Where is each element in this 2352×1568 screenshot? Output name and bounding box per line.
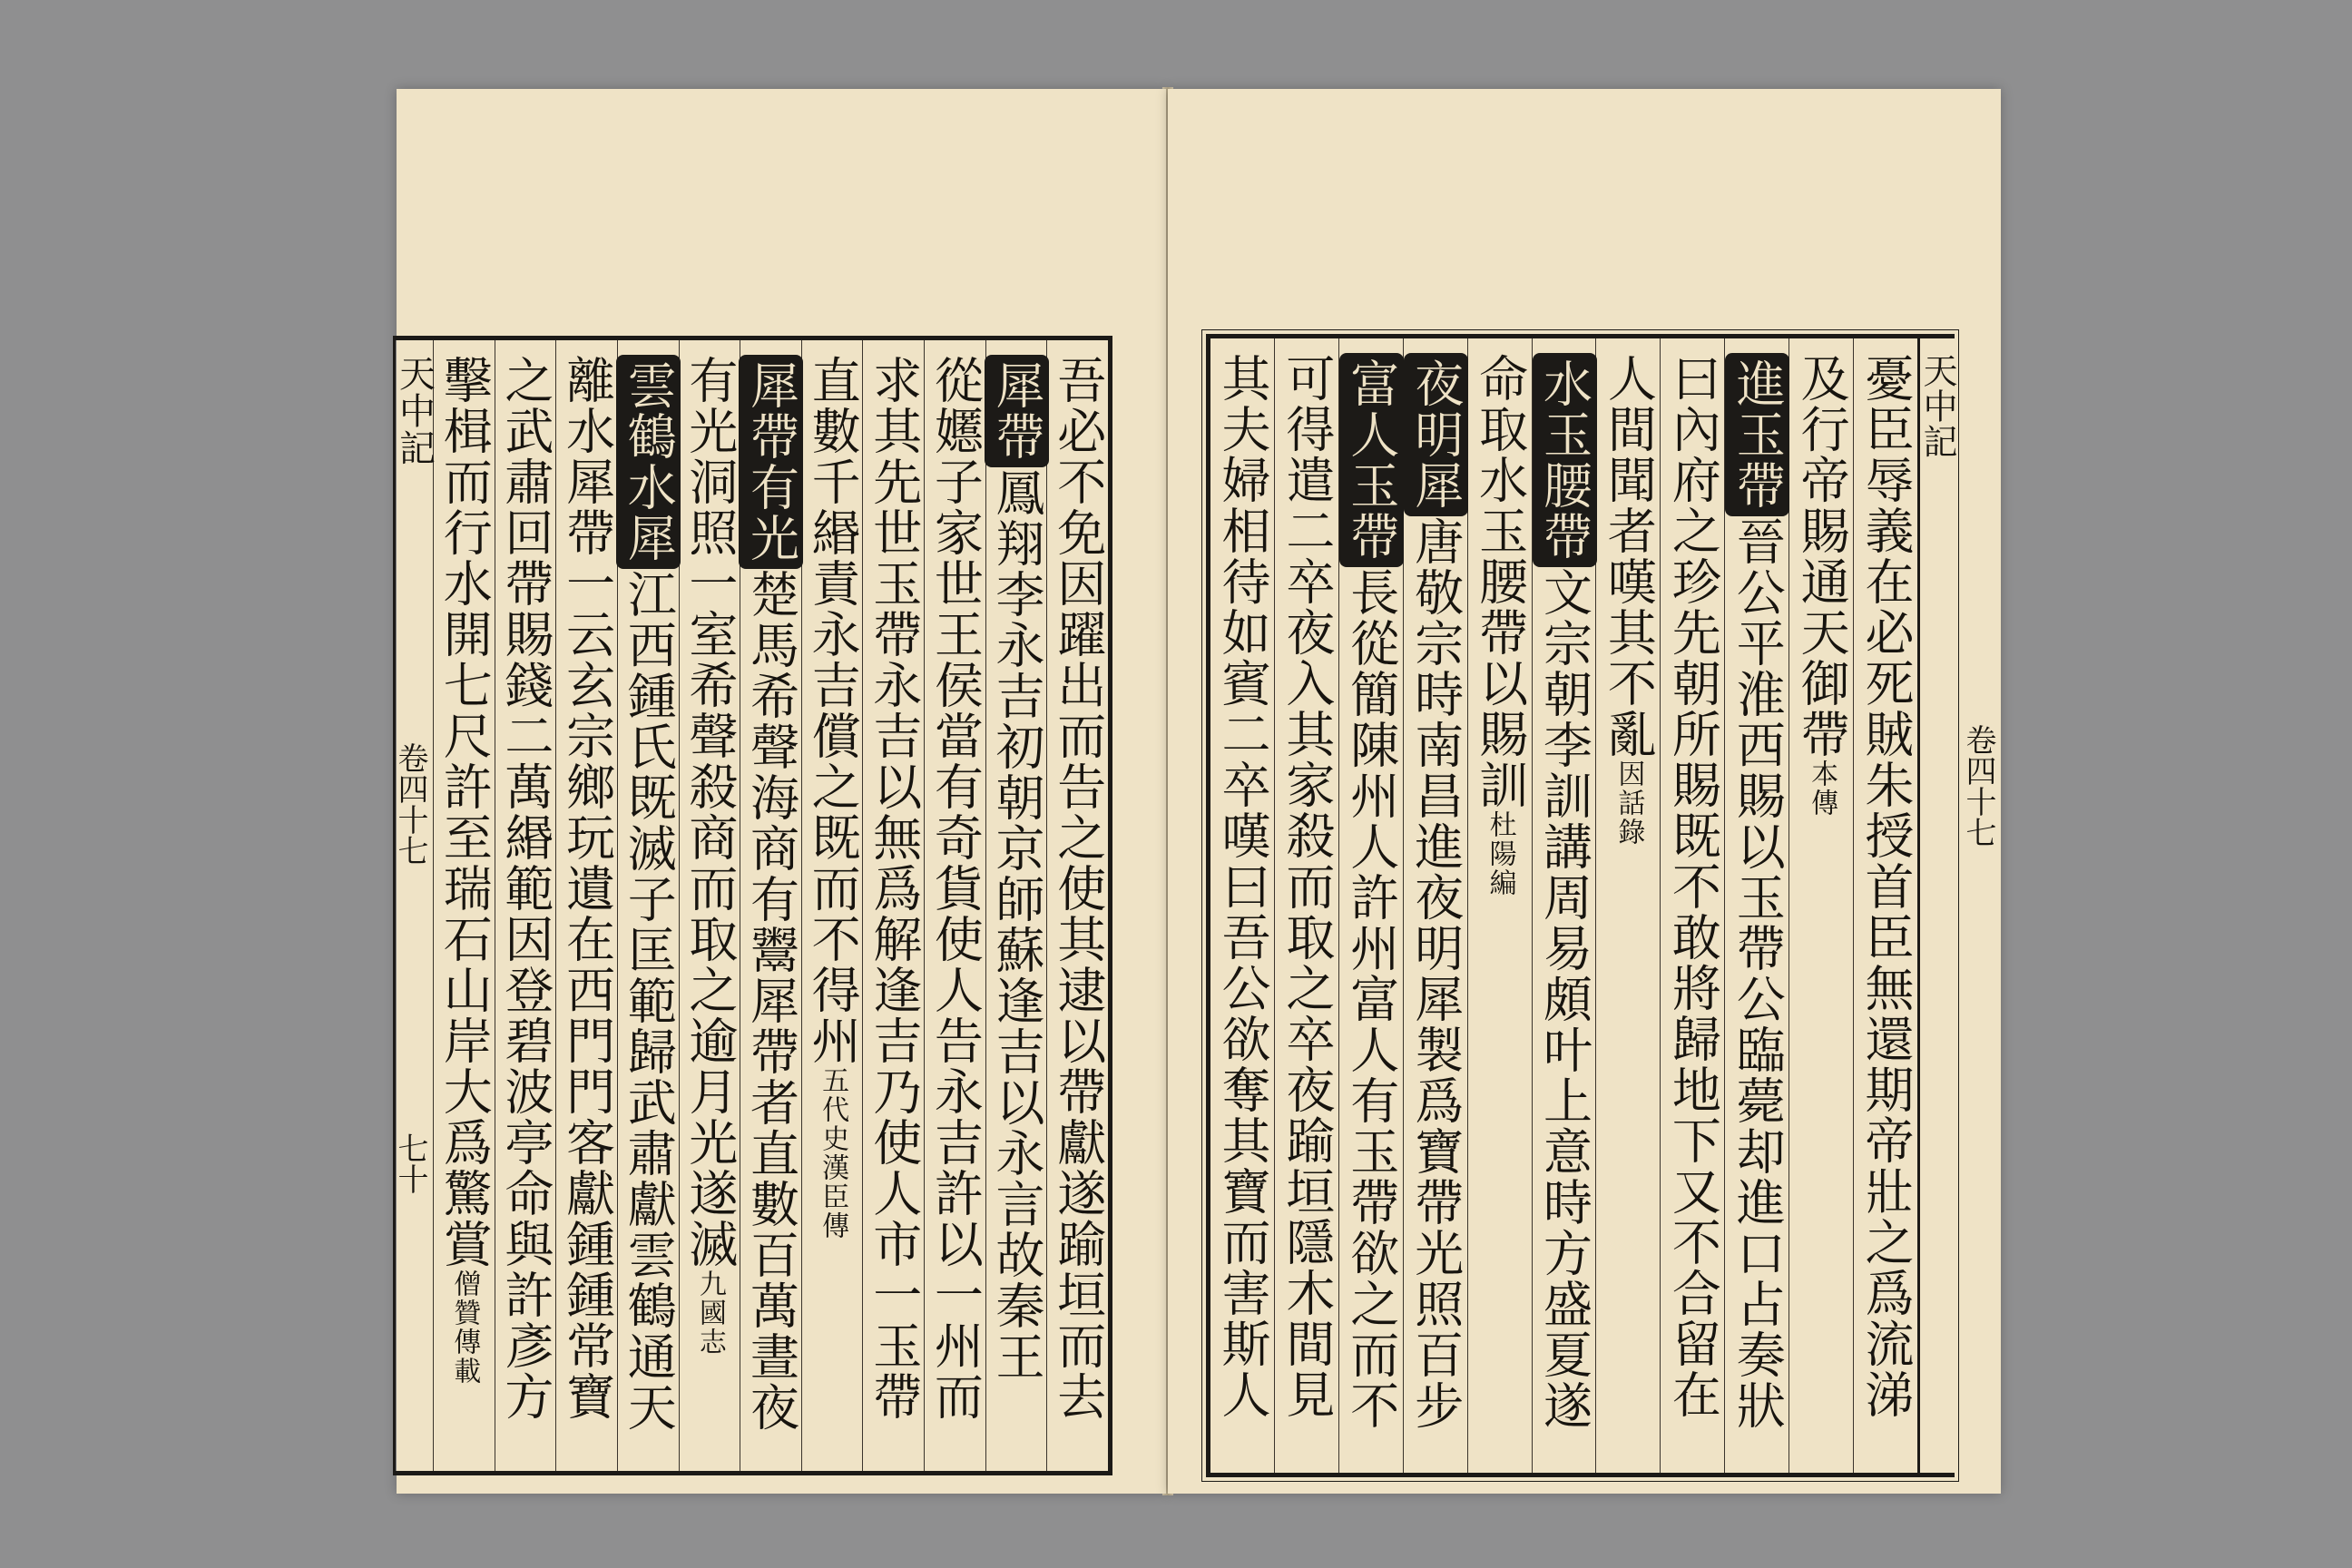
right-column-9	[1338, 338, 1403, 1473]
left-column-11	[433, 340, 495, 1471]
column-text	[1406, 353, 1465, 1431]
text-run: 命取水玉腰帶以賜訓	[1471, 353, 1529, 810]
right-margin-volume: 卷四十七	[1960, 724, 1996, 848]
text-run: 文宗朝李訓講周易頗叶上意時方盛夏遂	[1535, 567, 1593, 1431]
source-note: 本傳	[1806, 760, 1838, 818]
margin-title: 天中記	[1917, 353, 1957, 459]
column-text: 曰內府之珍先朝所賜既不敢將歸地下又不合留在	[1664, 353, 1722, 1420]
column-text: 吾必不免因躍出而告之使其逮以帶獻遂踰垣而去	[1049, 355, 1107, 1422]
right-column-2	[1788, 338, 1853, 1473]
column-text: 離水犀帶一云玄宗鄉玩遺在西門門客獻鍾鍾常寶	[558, 355, 616, 1422]
left-column-1	[1046, 340, 1108, 1471]
column-text: 憂臣辱義在必死賊朱授首臣無還期帝壯之爲流涕	[1857, 353, 1916, 1420]
section-heading: 雲鶴水犀	[616, 355, 681, 569]
text-run: 晉公平淮西賜以玉帶公臨薨却進口占奏狀	[1729, 516, 1787, 1431]
section-heading: 進玉帶	[1725, 353, 1789, 516]
right-column-8	[1403, 338, 1467, 1473]
margin-title: 天中記	[393, 355, 436, 466]
left-text-frame	[393, 336, 1112, 1475]
column-text	[681, 355, 739, 1357]
source-note: 僧贊傳載	[448, 1269, 481, 1386]
right-column-1	[1853, 338, 1917, 1473]
column-text	[988, 355, 1046, 1382]
left-columns	[393, 340, 1108, 1471]
left-margin-volume: 卷四十七	[392, 742, 428, 866]
column-text	[742, 355, 800, 1433]
column-text: 之武肅回帶賜錢二萬緡範因登碧波亭命與許彥方	[496, 355, 554, 1422]
left-margin-page: 七十	[392, 1132, 428, 1194]
column-text	[1729, 353, 1787, 1431]
column-text: 從嬺子家世王侯當有奇貨使人告永吉許以一州而	[926, 355, 985, 1422]
section-heading: 富人玉帶	[1339, 353, 1404, 567]
section-heading: 夜明犀	[1404, 353, 1468, 516]
text-run: 江西鍾氏既滅子匡範歸武肅獻雲鶴通天	[620, 569, 678, 1433]
right-column-4	[1660, 338, 1724, 1473]
column-text	[804, 355, 862, 1240]
column-text: 其夫婦相待如賓二卒嘆曰吾公欲奪其寶而害斯人	[1213, 353, 1271, 1420]
source-note: 五代史漢臣傳	[817, 1066, 849, 1240]
right-column-11	[1210, 338, 1274, 1473]
column-text: 求其先世玉帶永吉以無爲解逢吉乃使人市一玉帶	[865, 355, 923, 1422]
left-column-2	[985, 340, 1047, 1471]
column-text: 可得遣二卒夜入其家殺而取之卒夜踰垣隱木間見	[1278, 353, 1336, 1420]
left-margin-column	[393, 340, 436, 1471]
right-column-3	[1724, 338, 1788, 1473]
column-text	[436, 355, 494, 1386]
text-run: 鳳翔李永吉初朝京師蘇逢吉以永言故秦王	[988, 467, 1046, 1382]
left-column-9	[555, 340, 617, 1471]
column-text	[620, 355, 678, 1433]
text-run: 擊楫而行水開七尺許至瑞石山岸大爲驚賞	[436, 355, 494, 1269]
left-column-3	[924, 340, 985, 1471]
right-page	[1168, 89, 2001, 1494]
column-text	[1600, 353, 1658, 847]
right-margin-column	[1917, 338, 1955, 1473]
text-run: 長從簡陳州人許州富人有玉帶欲之而不	[1342, 567, 1400, 1431]
right-column-6	[1532, 338, 1596, 1473]
left-column-5	[801, 340, 863, 1471]
text-run: 唐敬宗時南昌進夜明犀製爲寶帶光照百步	[1406, 516, 1465, 1431]
text-run: 直數千緡責永吉償之既而不得州	[804, 355, 862, 1066]
right-columns	[1210, 338, 1955, 1473]
column-text	[1471, 353, 1529, 897]
right-column-10	[1274, 338, 1338, 1473]
left-column-4	[862, 340, 924, 1471]
text-run: 人間聞者嘆其不亂	[1600, 353, 1658, 760]
right-text-frame	[1206, 334, 1955, 1477]
text-run: 楚馬希聲海商有鬻犀帶者直數百萬晝夜	[742, 569, 800, 1433]
source-note: 杜陽編	[1484, 810, 1516, 897]
right-column-5	[1595, 338, 1660, 1473]
column-text	[1342, 353, 1400, 1431]
section-heading: 水玉腰帶	[1533, 353, 1597, 567]
left-column-10	[495, 340, 556, 1471]
column-text	[1793, 353, 1851, 818]
section-heading: 犀帶有光	[739, 355, 803, 569]
left-column-7	[679, 340, 740, 1471]
source-note: 因話錄	[1612, 760, 1645, 847]
source-note: 九國志	[693, 1269, 726, 1357]
left-column-8	[617, 340, 679, 1471]
left-column-6	[740, 340, 801, 1471]
section-heading: 犀帶	[985, 355, 1049, 467]
left-page	[392, 89, 1166, 1494]
column-text	[1535, 353, 1593, 1431]
text-run: 及行帝賜通天御帶	[1793, 353, 1851, 760]
right-column-7	[1467, 338, 1532, 1473]
text-run: 有光洞照一室希聲殺商而取之逾月光遂滅	[681, 355, 739, 1269]
